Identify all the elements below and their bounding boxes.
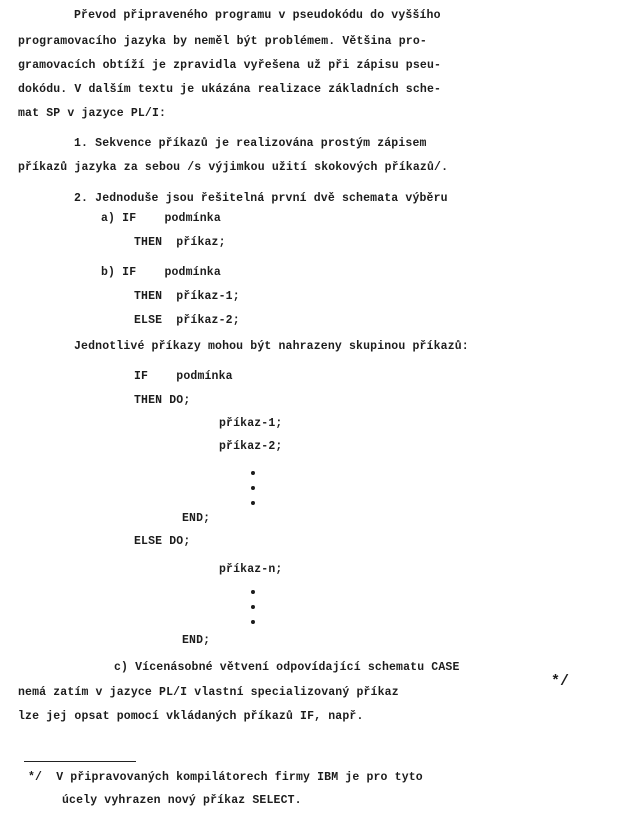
block-cmd1: příkaz-1; xyxy=(219,417,283,430)
block-cmd2: příkaz-2; xyxy=(219,440,283,453)
groups-text: Jednotlivé příkazy mohou být nahrazeny skupinou příkazů: xyxy=(74,340,469,353)
intro-line-4: dokódu. V dalším textu je ukázána realizace základních sche- xyxy=(18,83,442,96)
intro-line-5: mat SP v jazyce PL/I: xyxy=(18,107,167,120)
item2b-then: THEN příkaz-1; xyxy=(134,290,240,303)
item2b-else: ELSE příkaz-2; xyxy=(134,314,240,327)
block-else: ELSE DO; xyxy=(134,535,191,548)
intro-line-3: gramovacích obtíží je zpravidla vyřešena už při zápisu pseu- xyxy=(18,59,442,72)
footnote-divider xyxy=(24,761,136,762)
ellipsis-dot xyxy=(251,605,255,609)
footnote-line-1: */ V připravovaných kompilátorech firmy IBM je pro tyto xyxy=(28,771,423,784)
block-if: IF podmínka xyxy=(134,370,233,383)
block-then: THEN DO; xyxy=(134,394,191,407)
item2-text: 2. Jednoduše jsou řešitelná první dvě schemata výběru xyxy=(74,192,448,205)
item2a-then: THEN příkaz; xyxy=(134,236,226,249)
ellipsis-dot xyxy=(251,486,255,490)
block-end-2: END; xyxy=(182,634,211,647)
item1-line-2: příkazů jazyka za sebou /s výjimkou užití skokových příkazů/. xyxy=(18,161,449,174)
footnote-line-2: úcely vyhrazen nový příkaz SELECT. xyxy=(62,794,302,807)
ellipsis-dot xyxy=(251,471,255,475)
ellipsis-dot xyxy=(251,590,255,594)
ellipsis-dot xyxy=(251,620,255,624)
block-cmdn: příkaz-n; xyxy=(219,563,283,576)
item1-line-1: 1. Sekvence příkazů je realizována prostým zápisem xyxy=(74,137,427,150)
intro-line-1: Převod připraveného programu v pseudokódu do vyššího xyxy=(74,9,441,22)
ellipsis-dot xyxy=(251,501,255,505)
item-c-line-1: c) Vícenásobné větvení odpovídající schematu CASE xyxy=(114,661,460,674)
item2a-if: a) IF podmínka xyxy=(101,212,221,225)
item-c-line-2: nemá zatím v jazyce PL/I vlastní specializovaný příkaz xyxy=(18,686,399,699)
block-end-1: END; xyxy=(182,512,211,525)
item-c-line-3: lze jej opsat pomocí vkládaných příkazů IF, např. xyxy=(18,710,364,723)
footnote-marker: */ xyxy=(551,673,570,690)
item2b-if: b) IF podmínka xyxy=(101,266,221,279)
intro-line-2: programovacího jazyka by neměl být problémem. Většina pro- xyxy=(18,35,427,48)
